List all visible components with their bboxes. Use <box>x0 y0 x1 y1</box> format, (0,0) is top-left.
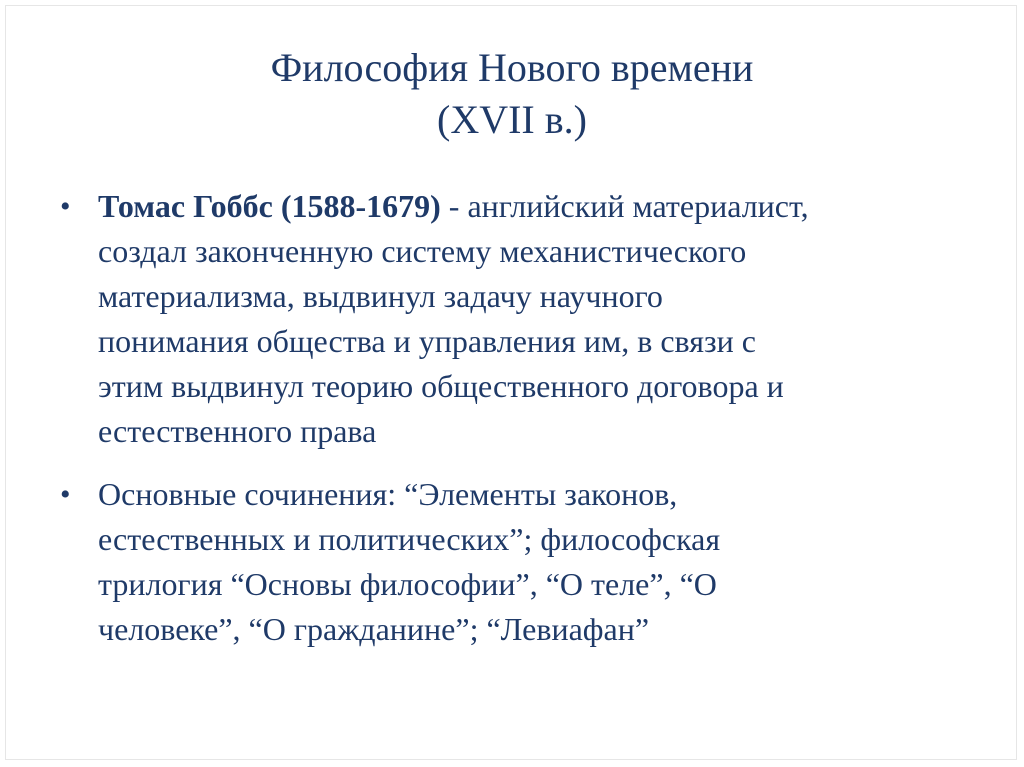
bullet-2-line-1: Основные сочинения: “Элементы законов, <box>98 476 678 512</box>
title-line-2: (XVII в.) <box>437 97 587 142</box>
bullet-2-line-2: естественных и политических”; философская <box>98 521 721 557</box>
bullet-1-line-5: этим выдвинул теорию общественного договора и <box>98 368 784 404</box>
hobbes-name-bold: Томас Гоббс (1588-1679) <box>98 188 441 224</box>
bullet-1-line-6: естественного права <box>98 413 377 449</box>
slide-title <box>0 42 1024 146</box>
bullet-1-line-4: понимания общества и управления им, в связи с <box>98 323 756 359</box>
bullet-1-line-3: материализма, выдвинул задачу научного <box>98 278 663 314</box>
bullet-hobbes-works <box>60 472 960 652</box>
bullet-1-line-2: создал законченную систему механистического <box>98 233 747 269</box>
bullet-dot-icon: • <box>60 478 71 511</box>
bullet-hobbes-bio <box>60 184 960 454</box>
bullet-1-line-1 <box>98 184 960 229</box>
bullet-1-lead-rest: - английский материалист, <box>440 188 809 224</box>
title-line-1: Философия Нового времени <box>270 45 754 90</box>
slide-content <box>60 184 960 670</box>
bullet-dot-icon: • <box>60 190 71 223</box>
bullet-2-line-3: трилогия “Основы философии”, “О теле”, “О <box>98 566 717 602</box>
bullet-2-line-4: человеке”, “О гражданине”; “Левиафан” <box>98 611 650 647</box>
